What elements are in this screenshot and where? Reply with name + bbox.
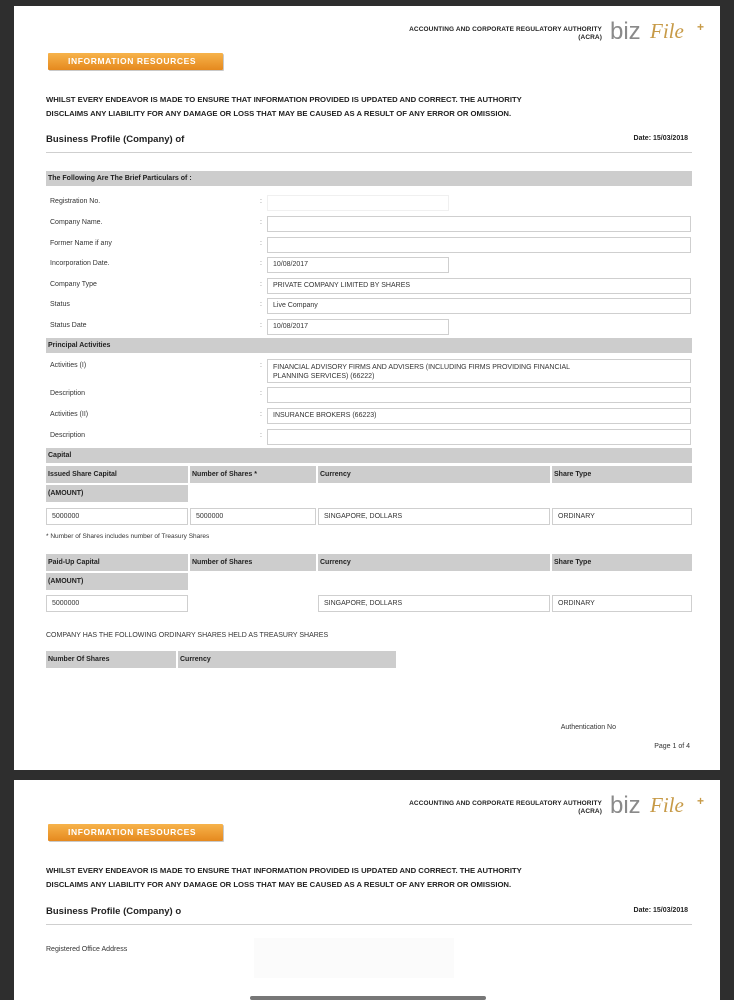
capital-heading: Capital bbox=[46, 448, 692, 463]
issued-currency-header: Currency bbox=[318, 466, 550, 483]
colon: : bbox=[260, 432, 262, 439]
authority-header bbox=[409, 800, 602, 816]
bizfile-logo bbox=[610, 20, 706, 50]
information-resources-badge: INFORMATION RESOURCES bbox=[48, 53, 223, 70]
divider bbox=[46, 152, 692, 153]
company-type-label: Company Type bbox=[50, 281, 97, 288]
treasury-shares-statement: COMPANY HAS THE FOLLOWING ORDINARY SHARES HELD AS TREASURY SHARES bbox=[46, 632, 329, 639]
description-1-value bbox=[267, 387, 691, 403]
colon: : bbox=[260, 362, 262, 369]
authority-abbr: (ACRA) bbox=[578, 34, 602, 41]
company-name-value bbox=[267, 216, 691, 232]
document-page-2 bbox=[14, 780, 720, 1000]
colon: : bbox=[260, 411, 262, 418]
status-label: Status bbox=[50, 301, 70, 308]
disclaimer bbox=[46, 864, 696, 892]
authentication-no: Authentication No bbox=[560, 724, 616, 731]
issued-shares-value: 5000000 bbox=[190, 508, 316, 525]
document-page-1 bbox=[14, 6, 720, 770]
information-resources-badge: INFORMATION RESOURCES bbox=[48, 824, 223, 841]
authority-name: ACCOUNTING AND CORPORATE REGULATORY AUTHORITY bbox=[409, 26, 602, 33]
activities-1-line-2: PLANNING SERVICES) (66222) bbox=[273, 373, 375, 380]
treasury-note: * Number of Shares includes number of Treasury Shares bbox=[46, 533, 210, 540]
particulars-heading: The Following Are The Brief Particulars of : bbox=[46, 171, 692, 186]
issued-number-of-shares-header: Number of Shares * bbox=[190, 466, 316, 483]
disclaimer-line-2: DISCLAIMS ANY LIABILITY FOR ANY DAMAGE OR LOSS THAT MAY BE CAUSED AS A RESULT OF ANY ERROR OR OMISSION. bbox=[46, 880, 512, 889]
paid-up-amount-value: 5000000 bbox=[46, 595, 188, 612]
logo-plus-mark: + bbox=[696, 20, 704, 34]
colon: : bbox=[260, 198, 262, 205]
issued-amount-value: 5000000 bbox=[46, 508, 188, 525]
colon: : bbox=[260, 322, 262, 329]
activities-1-label: Activities (I) bbox=[50, 362, 87, 369]
divider bbox=[46, 924, 692, 925]
colon: : bbox=[260, 281, 262, 288]
former-name-label: Former Name if any bbox=[50, 240, 112, 247]
page-number: Page 1 of 4 bbox=[654, 743, 690, 750]
activities-1-value bbox=[267, 359, 691, 383]
activities-2-label: Activities (II) bbox=[50, 411, 89, 418]
description-2-value bbox=[267, 429, 691, 445]
bizfile-logo bbox=[610, 794, 706, 824]
business-profile-title: Business Profile (Company) of bbox=[46, 134, 185, 145]
company-name-label: Company Name. bbox=[50, 219, 103, 226]
issued-amount-header: (AMOUNT) bbox=[46, 485, 188, 502]
report-date: Date: 15/03/2018 bbox=[633, 135, 688, 142]
redacted-area bbox=[254, 938, 454, 978]
issued-share-type-value: ORDINARY bbox=[552, 508, 692, 525]
authority-abbr: (ACRA) bbox=[578, 808, 602, 815]
activities-1-line-1: FINANCIAL ADVISORY FIRMS AND ADVISERS (INCLUDING FIRMS PROVIDING FINANCIAL bbox=[273, 364, 571, 371]
paid-up-currency-header: Currency bbox=[318, 554, 550, 571]
principal-activities-heading: Principal Activities bbox=[46, 338, 692, 353]
incorporation-date-label: Incorporation Date. bbox=[50, 260, 110, 267]
authority-header bbox=[409, 26, 602, 42]
issued-currency-value: SINGAPORE, DOLLARS bbox=[318, 508, 550, 525]
status-date-value: 10/08/2017 bbox=[267, 319, 449, 335]
logo-file-text: File bbox=[650, 793, 684, 817]
treasury-number-of-shares-header: Number Of Shares bbox=[46, 651, 176, 668]
registered-office-address-label: Registered Office Address bbox=[46, 946, 128, 953]
paid-up-amount-header: (AMOUNT) bbox=[46, 573, 188, 590]
activities-2-value: INSURANCE BROKERS (66223) bbox=[267, 408, 691, 424]
colon: : bbox=[260, 301, 262, 308]
logo-file-text: File bbox=[650, 19, 684, 43]
colon: : bbox=[260, 390, 262, 397]
status-date-label: Status Date bbox=[50, 322, 87, 329]
status-value: Live Company bbox=[267, 298, 691, 314]
description-1-label: Description bbox=[50, 390, 86, 397]
issued-share-type-header: Share Type bbox=[552, 466, 692, 483]
paid-up-share-type-value: ORDINARY bbox=[552, 595, 692, 612]
paid-up-number-of-shares-header: Number of Shares bbox=[190, 554, 316, 571]
horizontal-scrollbar[interactable] bbox=[250, 996, 486, 1000]
paid-up-capital-header: Paid-Up Capital bbox=[46, 554, 188, 571]
former-name-value bbox=[267, 237, 691, 253]
paid-up-share-type-header: Share Type bbox=[552, 554, 692, 571]
paid-up-currency-value: SINGAPORE, DOLLARS bbox=[318, 595, 550, 612]
colon: : bbox=[260, 240, 262, 247]
colon: : bbox=[260, 219, 262, 226]
disclaimer-line-2: DISCLAIMS ANY LIABILITY FOR ANY DAMAGE OR LOSS THAT MAY BE CAUSED AS A RESULT OF ANY ERROR OR OMISSION. bbox=[46, 109, 512, 118]
registration-no-label: Registration No. bbox=[50, 198, 101, 205]
logo-biz-text: biz bbox=[610, 18, 641, 45]
treasury-currency-header: Currency bbox=[178, 651, 396, 668]
authority-name: ACCOUNTING AND CORPORATE REGULATORY AUTHORITY bbox=[409, 800, 602, 807]
disclaimer bbox=[46, 93, 696, 121]
report-date: Date: 15/03/2018 bbox=[633, 907, 688, 914]
logo-plus-mark: + bbox=[696, 794, 704, 808]
company-type-value: PRIVATE COMPANY LIMITED BY SHARES bbox=[267, 278, 691, 294]
description-2-label: Description bbox=[50, 432, 86, 439]
colon: : bbox=[260, 260, 262, 267]
disclaimer-line-1: WHILST EVERY ENDEAVOR IS MADE TO ENSURE THAT INFORMATION PROVIDED IS UPDATED AND CORRECT. THE AUTHORITY bbox=[46, 95, 522, 104]
registration-no-value bbox=[267, 195, 449, 211]
incorporation-date-value: 10/08/2017 bbox=[267, 257, 449, 273]
logo-biz-text: biz bbox=[610, 792, 641, 819]
disclaimer-line-1: WHILST EVERY ENDEAVOR IS MADE TO ENSURE THAT INFORMATION PROVIDED IS UPDATED AND CORRECT. THE AUTHORITY bbox=[46, 866, 522, 875]
business-profile-title: Business Profile (Company) o bbox=[46, 906, 182, 917]
issued-share-capital-header: Issued Share Capital bbox=[46, 466, 188, 483]
